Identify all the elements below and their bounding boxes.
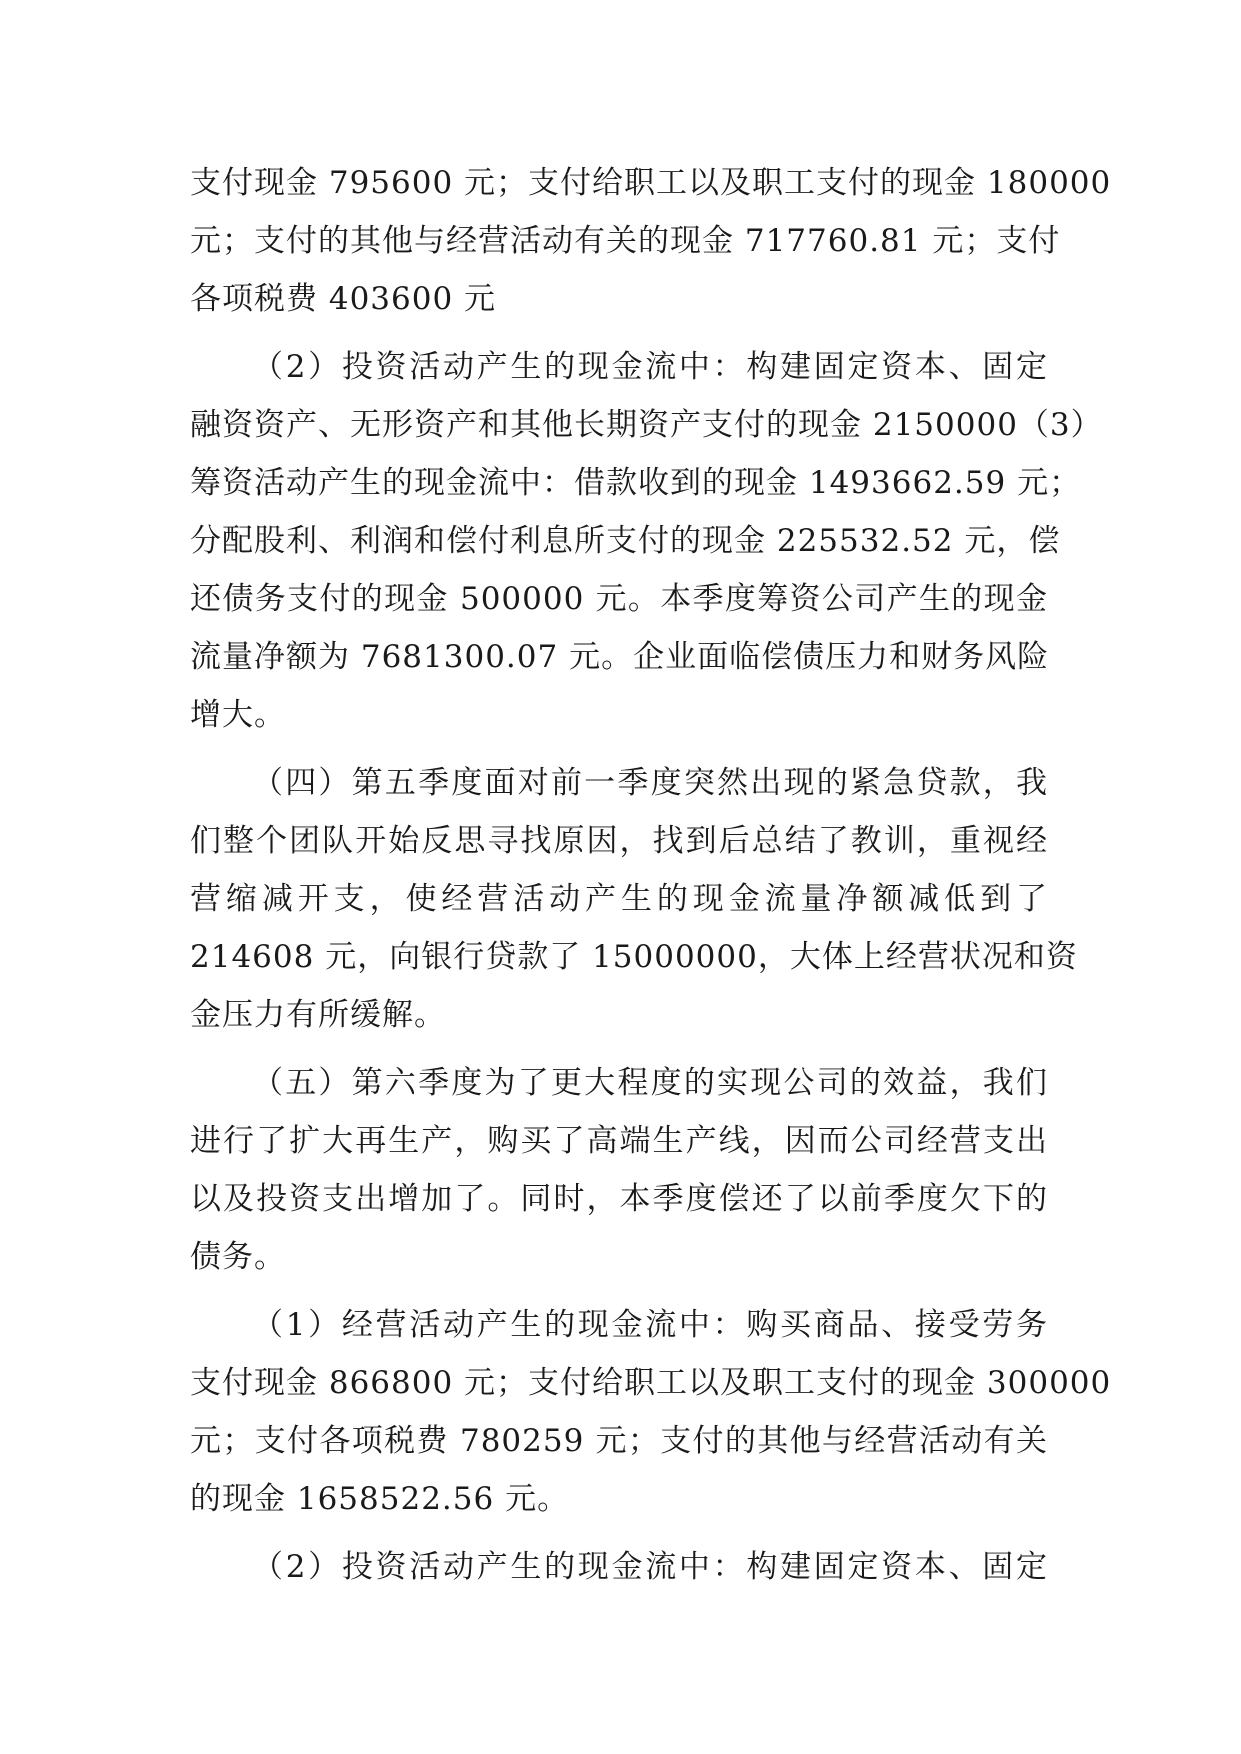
text-line: 元；支付的其他与经营活动有关的现金 717760.81 元；支付 [190,223,1061,259]
text-line: 元；支付各项税费 780259 元；支付的其他与经营活动有关 [190,1423,1048,1459]
paragraph-gap [190,1044,1048,1054]
text-line: （1）经营活动产生的现金流中：购买商品、接受劳务 [252,1307,1048,1343]
text-line: 各项税费 403600 元 [190,281,497,317]
text-line: 进行了扩大再生产，购买了高端生产线，因而公司经营支出 [190,1123,1048,1159]
text-line: （2）投资活动产生的现金流中：构建固定资本、固定 [252,1549,1048,1585]
text-line: （2）投资活动产生的现金流中：构建固定资本、固定 [252,349,1048,385]
text-line: 流量净额为 7681300.07 元。企业面临偿债压力和财务风险 [190,639,1050,675]
paragraph-gap [190,328,1048,338]
text-line: 融资资产、无形资产和其他长期资产支付的现金 2150000（3） [190,407,1103,443]
paragraph-gap [190,1286,1048,1296]
text-line: 债务。 [190,1239,286,1275]
text-line: 的现金 1658522.56 元。 [190,1481,570,1517]
text-line: 还债务支付的现金 500000 元。本季度筹资公司产生的现金 [190,581,1048,617]
text-line: 分配股利、利润和偿付利息所支付的现金 225532.52 元，偿 [190,523,1061,559]
paragraph-gap [190,744,1048,754]
text-line: （四）第五季度面对前一季度突然出现的紧急贷款，我 [252,765,1048,801]
text-line: 金压力有所缓解。 [190,997,446,1033]
paragraph-gap [190,1528,1048,1538]
text-line: 支付现金 795600 元；支付给职工以及职工支付的现金 180000 [190,165,1112,201]
text-line: 营缩减开支，使经营活动产生的现金流量净额减低到了 [190,881,1048,917]
text-line: 214608 元，向银行贷款了 15000000，大体上经营状况和资 [190,939,1078,975]
text-line: 筹资活动产生的现金流中：借款收到的现金 1493662.59 元； [190,465,1082,501]
text-line: （五）第六季度为了更大程度的实现公司的效益，我们 [252,1065,1048,1101]
text-line: 增大。 [190,697,286,733]
text-line: 们整个团队开始反思寻找原因，找到后总结了教训，重视经 [190,823,1048,859]
document-body [190,154,1112,1596]
text-line: 以及投资支出增加了。同时，本季度偿还了以前季度欠下的 [190,1181,1048,1217]
text-line: 支付现金 866800 元；支付给职工以及职工支付的现金 300000 [190,1365,1112,1401]
